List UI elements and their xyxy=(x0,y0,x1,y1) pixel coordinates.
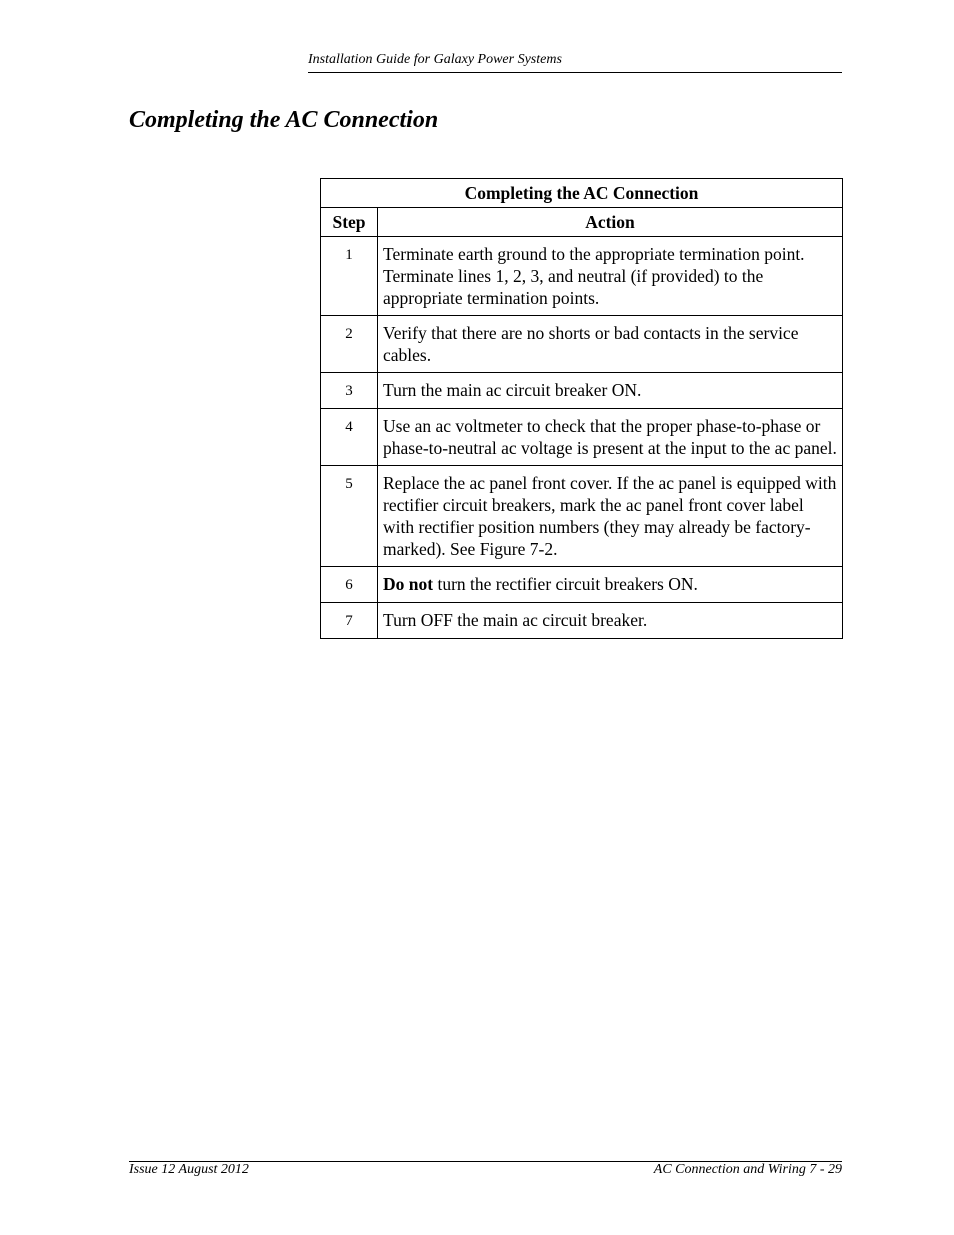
step-number: 1 xyxy=(321,237,378,316)
column-header-step: Step xyxy=(321,208,378,237)
step-number: 5 xyxy=(321,466,378,567)
table-header-row xyxy=(321,208,843,237)
step-action xyxy=(378,316,843,373)
running-header: Installation Guide for Galaxy Power Systems xyxy=(308,52,562,67)
step-action-text: Use an ac voltmeter to check that the proper phase-to-phase or phase-to-neutral ac voltage is present at the input to the ac panel. xyxy=(383,416,837,458)
step-action xyxy=(378,409,843,466)
table-row xyxy=(321,409,843,466)
header-rule xyxy=(308,72,842,73)
table-caption-row xyxy=(321,179,843,208)
footer-page-ref: AC Connection and Wiring 7 - 29 xyxy=(653,1162,842,1177)
step-number: 3 xyxy=(321,373,378,409)
step-number: 2 xyxy=(321,316,378,373)
table-row xyxy=(321,466,843,567)
table-row xyxy=(321,567,843,603)
step-action-text: turn the rectifier circuit breakers ON. xyxy=(433,574,698,594)
column-header-action: Action xyxy=(378,208,843,237)
step-action xyxy=(378,603,843,639)
step-number: 7 xyxy=(321,603,378,639)
step-action xyxy=(378,567,843,603)
footer-issue-date: Issue 12 August 2012 xyxy=(129,1162,249,1177)
steps-table xyxy=(320,178,843,639)
step-action-text: Terminate earth ground to the appropriate termination point. Terminate lines 1, 2, 3, and neutral (if provided) to the appropriate termination points. xyxy=(383,244,805,308)
step-action xyxy=(378,466,843,567)
step-action xyxy=(378,237,843,316)
table-row xyxy=(321,603,843,639)
step-number: 6 xyxy=(321,567,378,603)
step-action-text: Turn OFF the main ac circuit breaker. xyxy=(383,610,648,630)
table-row xyxy=(321,373,843,409)
step-action xyxy=(378,373,843,409)
table-caption: Completing the AC Connection xyxy=(321,179,843,208)
section-title: Completing the AC Connection xyxy=(129,107,439,133)
step-number: 4 xyxy=(321,409,378,466)
step-action-emphasis: Do not xyxy=(383,574,434,594)
table-row xyxy=(321,237,843,316)
step-action-text: Turn the main ac circuit breaker ON. xyxy=(383,380,642,400)
step-action-text: Replace the ac panel front cover. If the ac panel is equipped with rectifier circuit breakers, mark the ac panel front cover label with rectifier position numbers (they may already be factory-marked). See Figure 7-2. xyxy=(383,473,837,559)
step-action-text: Verify that there are no shorts or bad contacts in the service cables. xyxy=(383,323,799,365)
table-row xyxy=(321,316,843,373)
